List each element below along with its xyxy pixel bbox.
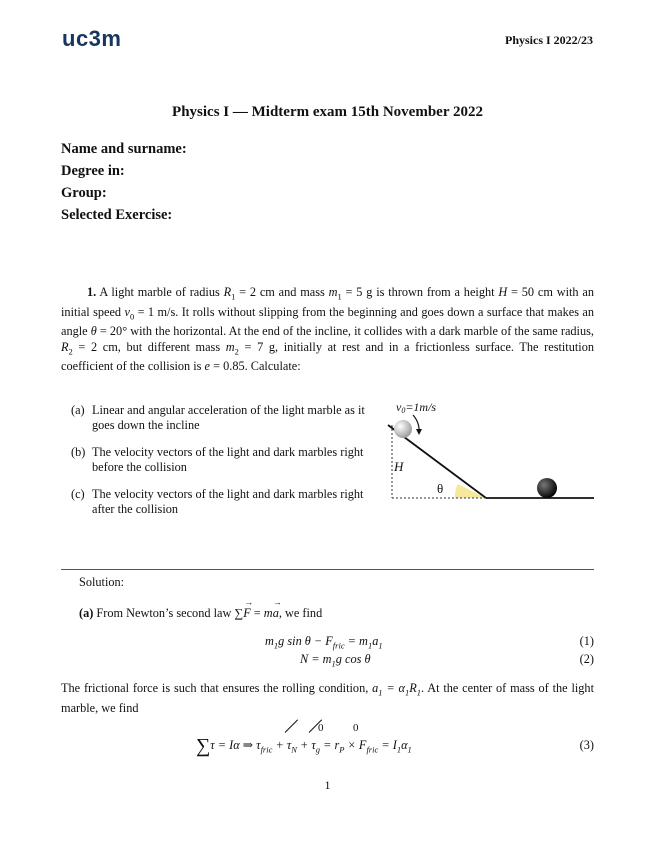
newton-law: ∑F → = ma → [234,597,282,620]
name-field-label: Name and surname: [61,141,187,157]
equation-3-number: (3) [579,738,594,752]
var-v0: v [124,304,130,319]
rolling-condition: $a_1 = \alpha_1R_1$ [372,681,421,698]
equation-1: $m_1g$ $\sin \theta - F_{fric} = m_1a_1$ [265,634,383,651]
problem-text-3: = 5 g is thrown from a height [341,285,499,299]
friction-text: The frictional force is such that ensures the rolling condition, [61,681,373,695]
friction-text-2: . At the center of mass of the light marble, we find [61,681,594,715]
var-m1: m [328,285,338,299]
problem-text-5: = 1 m/s. It rolls without slipping from the beginning and goes down a surface that makes an angle [61,304,594,339]
question-label: (c) [71,487,85,501]
group-field-label: Group: [61,185,107,201]
problem-text-8: = 7 g, initially at rest and in a frictionless surface. The restitution coefficient of the collision is [61,339,595,374]
problem-number: 1. [87,285,97,299]
light-marble [394,420,412,438]
zero-annotation-2: 0 [353,722,359,734]
zero-annotation-1: 0 [318,722,324,734]
course-header: Physics I 2022/23 [504,33,593,47]
question-text: Linear and angular acceleration of the light marble as it goes down the incline [92,403,365,432]
equation-1-number: (1) [579,634,594,648]
h-label: H [394,459,404,474]
part-a-label: (a) [79,606,94,620]
var-h: H [498,285,508,299]
question-label: (a) [71,403,85,417]
velocity-arrowhead [416,429,422,435]
equation-2: $N = m_1g$ cos θ [300,652,371,669]
question-c [71,487,381,519]
problem-text-1: A light marble of radius [99,285,224,299]
theta-label: θ [437,481,444,496]
question-text: The velocity vectors of the light and dark marbles right after the collision [92,487,364,516]
uc3m-logo: uc3m [62,26,122,51]
equation-3: ∑τ = Iα ⇒ $\tau_{fric} + \tau_N$ + $\tau_g$ = $r_P \times F_{fric} = I_1\alpha_1$ [196,735,412,758]
problem-text-7: = 2 cm, but different mass [72,339,226,354]
question-a [71,403,381,435]
incline-figure [378,395,598,507]
section-divider [61,569,594,570]
degree-field-label: Degree in: [61,163,125,179]
problem-text-9: = 0.85. Calculate: [210,359,301,374]
question-label: (b) [71,445,86,459]
part-a-text-2: , we find [278,606,323,620]
solution-part-a [79,597,323,621]
var-v0-sub: 0 [129,311,135,322]
var-r1: R [223,285,232,299]
page-number: 1 [324,778,331,792]
var-r2: R [61,339,69,354]
dark-marble [537,478,557,498]
equation-2-number: (2) [579,652,594,666]
var-r1-sub: 1 [231,291,236,302]
var-m1-sub: 1 [337,291,342,302]
var-m2: m [225,339,235,354]
friction-paragraph [61,681,594,716]
question-b [71,445,381,477]
problem-statement [61,285,594,374]
exam-title: Physics I — Midterm exam 15th November 2022 [172,104,483,120]
exercise-field-label: Selected Exercise: [61,207,173,223]
problem-text-6: = 20° with the horizontal. At the end of the incline, it collides with a dark marble of the same radius, [96,324,594,339]
part-a-text: From Newton’s second law [96,606,235,620]
v0-label: v0=1m/s [396,400,437,415]
var-r2-sub: 2 [68,345,73,356]
question-text: The velocity vectors of the light and dark marbles right before the collision [92,445,364,474]
var-m2-sub: 2 [234,345,239,356]
var-e: e [204,359,211,374]
problem-text-2: = 2 cm and mass [235,285,329,299]
var-theta: θ [90,324,97,339]
solution-heading: Solution: [79,575,125,589]
problem-text-4: = 50 cm with an initial speed [61,285,594,319]
